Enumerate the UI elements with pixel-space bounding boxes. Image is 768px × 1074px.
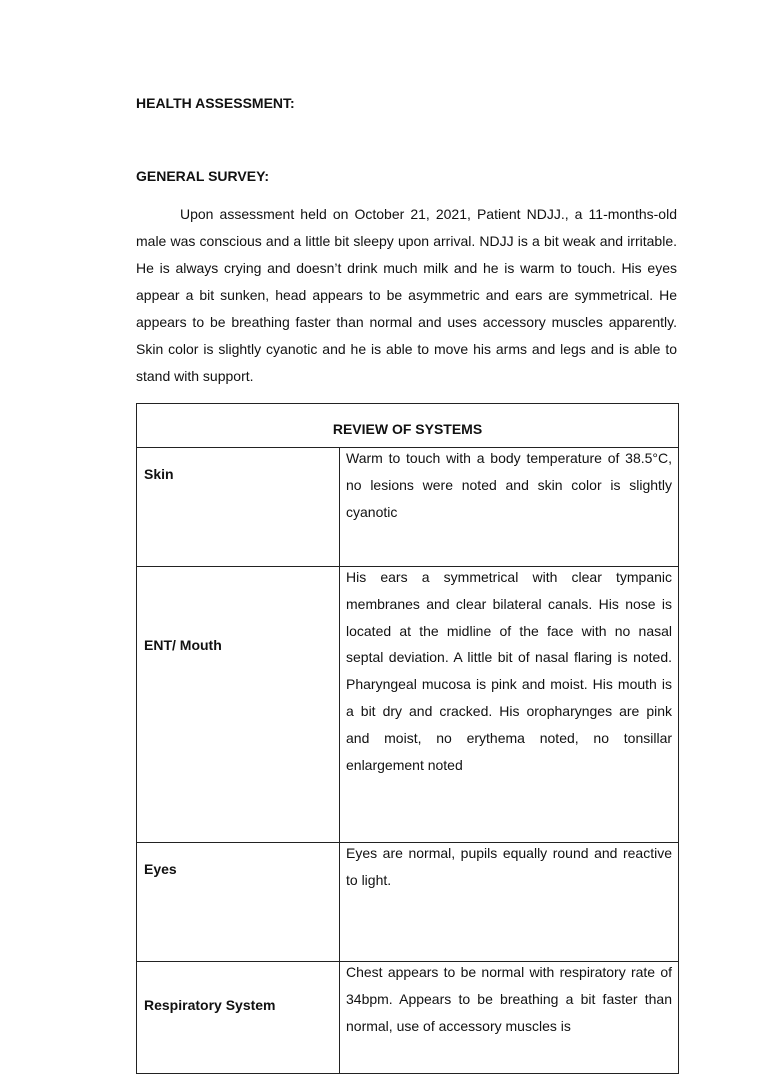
row-label-skin: Skin: [137, 448, 340, 567]
row-label-ent-mouth: ENT/ Mouth: [137, 567, 340, 843]
row-label-eyes: Eyes: [137, 843, 340, 962]
general-survey-paragraph: Upon assessment held on October 21, 2021, Patient NDJJ., a 11-months-old male was conscious and a little bit sleepy upon arrival. NDJJ is a bit weak and irritable. He is always crying and doesn’t drink much milk and he is warm to touch. His eyes appear a bit sunken, head appears to be asymmetric and ears are symmetrical. He appears to be breathing faster than normal and uses accessory muscles apparently. Skin color is slightly cyanotic and he is able to move his arms and legs and is able to stand with support.: [136, 206, 677, 384]
table-row: [137, 567, 679, 843]
table-row: [137, 448, 679, 567]
row-desc-respiratory-system: [340, 962, 679, 1074]
row-desc-eyes-text: Eyes are normal, pupils equally round and reactive to light.: [346, 845, 673, 888]
row-desc-skin-text: Warm to touch with a body temperature of 38.5°C, no lesions were noted and skin color is slightly cyanotic: [346, 450, 673, 520]
review-of-systems-table: [136, 403, 679, 1074]
row-desc-respiratory-system-text: Chest appears to be normal with respiratory rate of 34bpm. Appears to be breathing a bit faster than normal, use of accessory muscles is: [346, 964, 673, 1034]
row-desc-eyes: [340, 843, 679, 962]
row-desc-ent-mouth-text: His ears a symmetrical with clear tympanic membranes and clear bilateral canals. His nose is located at the midline of the face with no nasal septal deviation. A little bit of nasal flaring is noted. Pharyngeal mucosa is pink and moist. His mouth is a bit dry and cracked. His oropharynges are pink and moist, no erythema noted, no tonsillar enlargement noted: [346, 569, 673, 773]
row-desc-ent-mouth: [340, 567, 679, 843]
general-survey-heading: GENERAL SURVEY:: [136, 168, 270, 184]
review-of-systems-title: [137, 404, 679, 448]
table-row: [137, 843, 679, 962]
health-assessment-heading: HEALTH ASSESSMENT:: [136, 95, 295, 111]
table-row: [137, 962, 679, 1074]
row-desc-skin: [340, 448, 679, 567]
review-of-systems-title-text: REVIEW OF SYSTEMS: [332, 420, 483, 437]
row-label-respiratory-system: Respiratory System: [137, 962, 340, 1074]
